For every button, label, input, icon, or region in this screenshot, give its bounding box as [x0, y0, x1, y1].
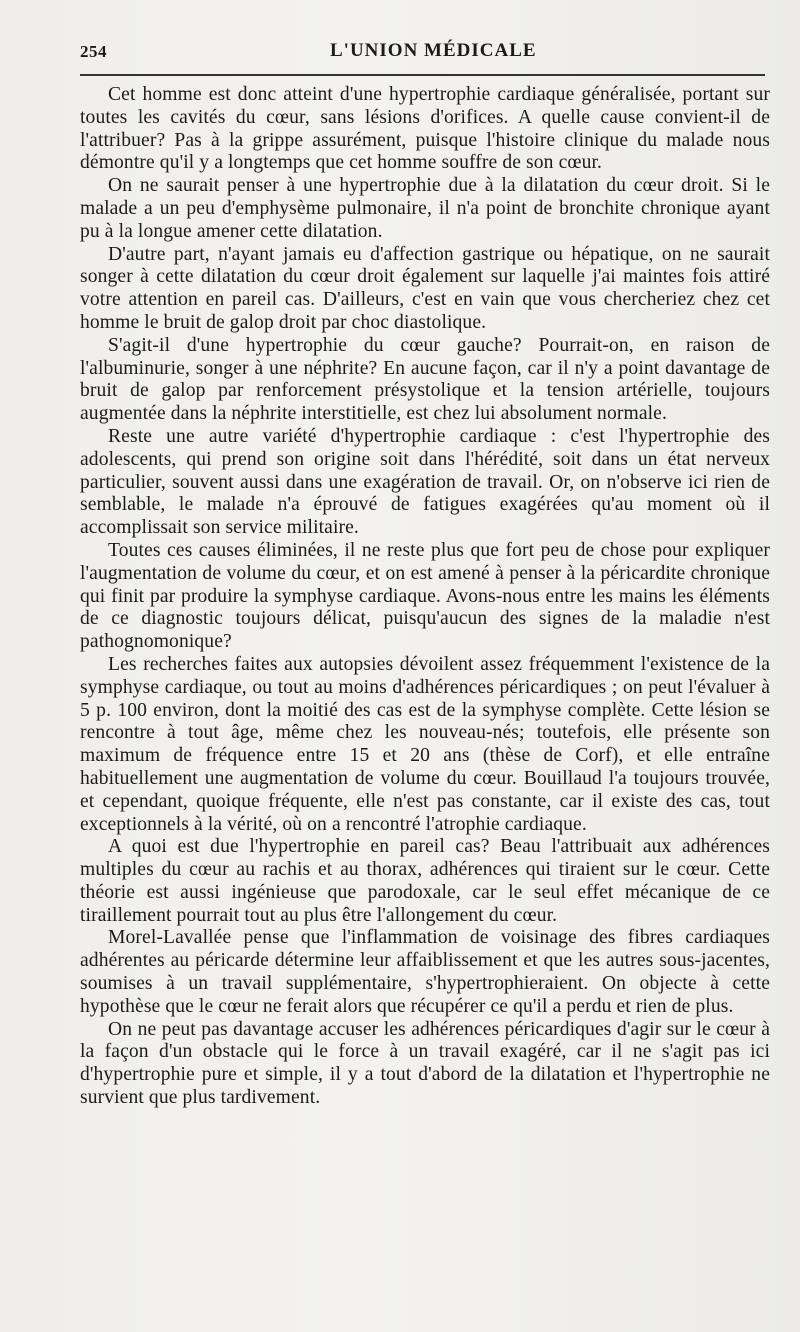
page-number: 254 — [80, 42, 107, 61]
paragraph: Morel-Lavallée pense que l'inflammation de voisinage des fibres cardiaques adhérentes au péricarde détermine leur affaiblissement et que les autres sous-jacentes, soumises à un travail supplémentaire, s'hypertrophieraient. On objecte à cette hypothèse que le cœur ne ferait alors que récupérer ce qu'il a perdu et rien de plus. — [80, 927, 770, 1017]
running-head: L'UNION MÉDICALE — [330, 40, 537, 61]
paragraph: On ne peut pas davantage accuser les adhérences péricardiques d'agir sur le cœur à la façon d'un obstacle qui le force à un travail exagéré, car il ne s'agit pas ici d'hypertrophie pure et simple, il y a tout d'abord de la dilatation et l'hypertrophie ne survient que plus tardivement. — [80, 1018, 770, 1109]
paragraph: Cet homme est donc atteint d'une hypertrophie cardiaque généralisée, portant sur toutes les cavités du cœur, sans lésions d'orifices. A quelle cause convient-il de l'attribuer? Pas à la grippe assurément, puisque l'histoire clinique du malade nous démontre qu'il y a longtemps que cet homme souffre de son cœur. — [80, 84, 770, 174]
paragraph: Toutes ces causes éliminées, il ne reste plus que fort peu de chose pour expliquer l'augmentation de volume du cœur, et on est amené à penser à la péricardite chronique qui finit par produire la symphyse cardiaque. Avons-nous entre les mains les éléments de ce diagnostic toujours délicat, puisqu'aucun des signes de la maladie n'est pathognomonique? — [80, 539, 770, 653]
paragraph: Reste une autre variété d'hypertrophie cardiaque : c'est l'hypertrophie des adolescents, qui prend son origine soit dans l'hérédité, soit dans un état nerveux particulier, souvent aussi dans une exagération de travail. Or, on n'observe ici rien de semblable, le malade n'a éprouvé de fatigues exagérées qu'au moment où il accomplissait son service militaire. — [80, 425, 770, 539]
paragraph: A quoi est due l'hypertrophie en pareil cas? Beau l'attribuait aux adhérences multiples du cœur au rachis et au thorax, adhérences qui tiraient sur le cœur. Cette théorie est aussi ingénieuse que parodoxale, car le seul effet mécanique de ce tiraillement pourrait tout au plus être l'allongement du cœur. — [80, 836, 770, 926]
header-rule — [80, 74, 765, 76]
paragraph: On ne saurait penser à une hypertrophie due à la dilatation du cœur droit. Si le malade a un peu d'emphysème pulmonaire, il n'a point de bronchite chronique ayant pu à la longue amener cette dilatation. — [80, 175, 770, 242]
paragraph: Les recherches faites aux autopsies dévoilent assez fréquemment l'existence de la symphyse cardiaque, ou tout au moins d'adhérences péricardiques ; on peut l'évaluer à 5 p. 100 environ, dont la moitié des cas est de la symphyse complète. Cette lésion se rencontre à tout âge, même chez les nouveau-nés; toutefois, elle présente son maximum de fréquence entre 15 et 20 ans (thèse de Corf), et elle entraîne habituellement une augmentation de volume du cœur. Bouillaud l'a toujours trouvée, et cependant, quoique fréquente, elle n'est pas constante, car il existe des cas, tout exceptionnels à la vérité, où on a rencontré l'atrophie cardiaque. — [80, 653, 770, 835]
paragraph: D'autre part, n'ayant jamais eu d'affection gastrique ou hépatique, on ne saurait songer à cette dilatation du cœur droit également sur laquelle j'ai maintes fois attiré votre attention en pareil cas. D'ailleurs, c'est en vain que vous chercheriez chez cet homme le bruit de galop droit par choc diastolique. — [80, 243, 770, 333]
page-header — [80, 38, 765, 72]
paragraph: S'agit-il d'une hypertrophie du cœur gauche? Pourrait-on, en raison de l'albuminurie, songer à une néphrite? En aucune façon, car il n'y a point davantage de bruit de galop par renforcement présystolique et la tension artérielle, toujours augmentée dans la néphrite interstitielle, est chez lui absolument normale. — [80, 334, 770, 425]
body-text — [80, 84, 770, 1110]
